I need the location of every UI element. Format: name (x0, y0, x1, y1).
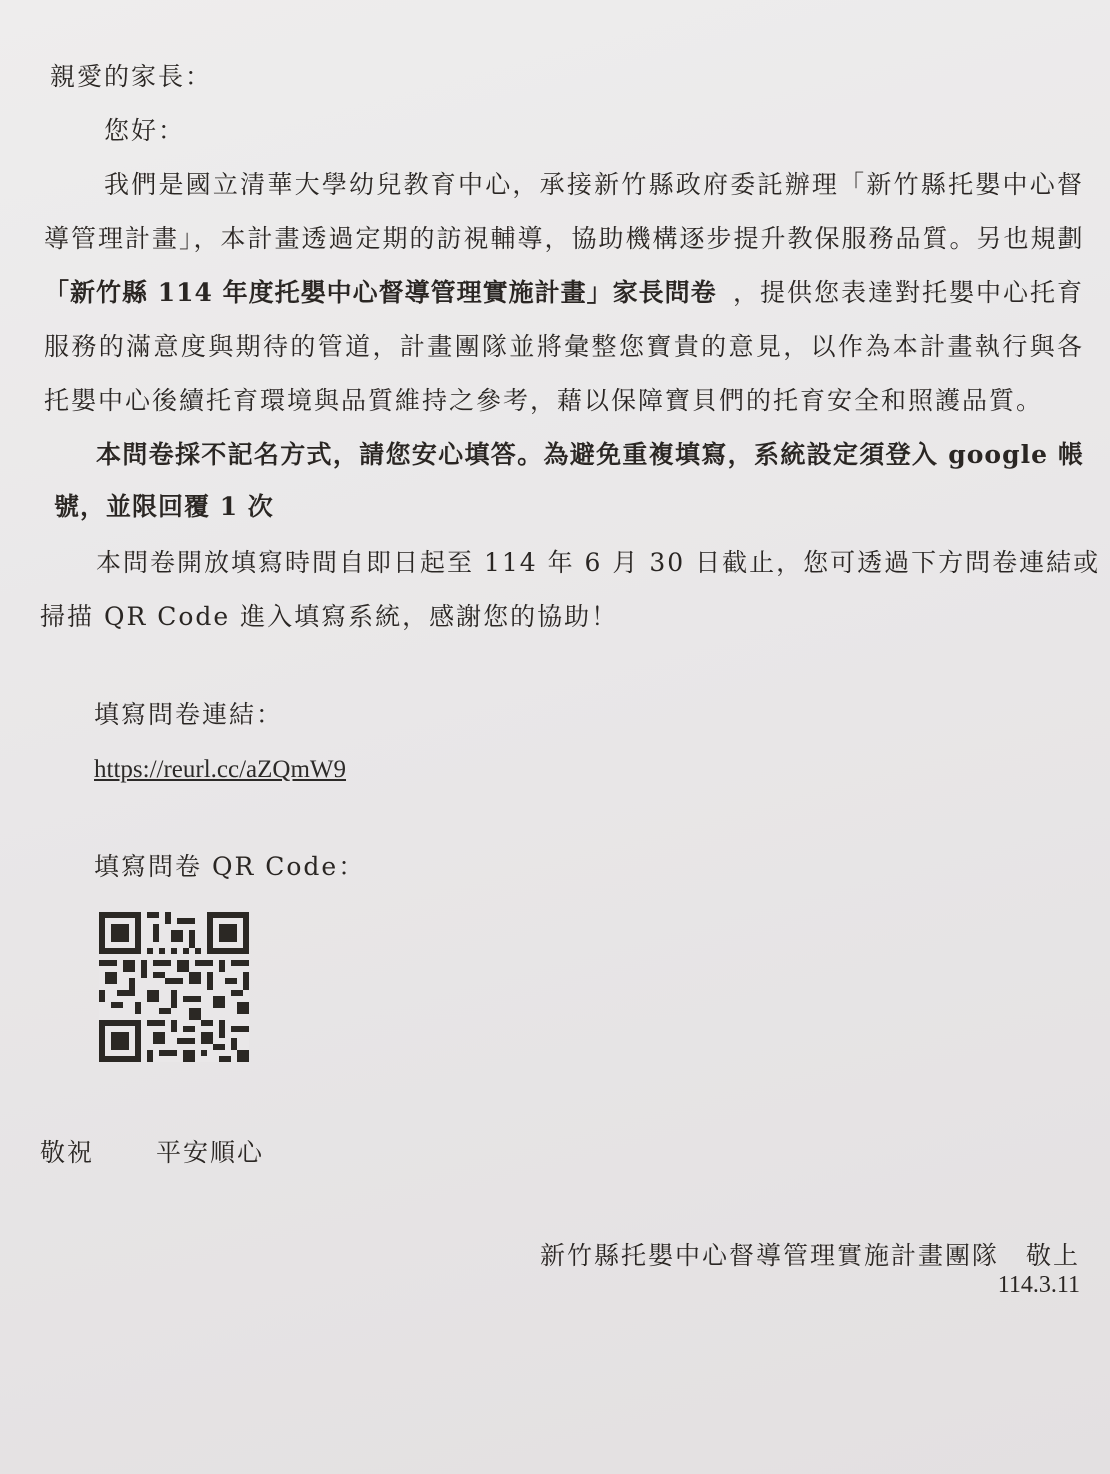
closing-1: 敬祝 (40, 1138, 95, 1167)
survey-link[interactable]: https://reurl.cc/aZQmW9 (94, 756, 347, 783)
para1-line1: 我們是國立清華大學幼兒教育中心，承接新竹縣政府委託辦理「新竹縣托嬰中心督 (104, 170, 1084, 199)
para3-line2: 掃描 QR Code 進入填寫系統，感謝您的協助！ (40, 602, 619, 631)
qr-code[interactable] (98, 912, 250, 1062)
para3-line1: 本問卷開放填寫時間自即日起至 114 年 6 月 30 日截止，您可透過下方問卷連結或 (96, 548, 1101, 577)
qr-label: 填寫問卷 QR Code： (94, 852, 366, 881)
closing-2: 平安順心 (155, 1138, 264, 1167)
letter-date: 114.3.11 (997, 1272, 1080, 1298)
para2-line1: 本問卷採不記名方式，請您安心填答。為避免重複填寫，系統設定須登入 google 帳 (96, 440, 1084, 469)
para1-line2: 導管理計畫」，本計畫透過定期的訪視輔導，協助機構逐步提升教保服務品質。另也規劃 (44, 224, 1085, 253)
para2-line2: 號，並限回覆 1 次 (54, 492, 274, 521)
para1-line3 (44, 276, 1084, 310)
greeting: 您好： (104, 116, 186, 145)
survey-title: 「新竹縣 114 年度托嬰中心督導管理實施計畫」家長問卷 (44, 278, 717, 307)
signature: 新竹縣托嬰中心督導管理實施計畫團隊 敬上 (539, 1241, 1080, 1270)
para1-line5: 托嬰中心後續托育環境與品質維持之參考，藉以保障寶貝們的托育安全和照護品質。 (44, 386, 1044, 415)
para1-line3-tail: ，提供您表達對托嬰中心托育 (732, 278, 1084, 307)
closing (40, 1136, 1080, 1170)
para1-line4: 服務的滿意度與期待的管道，計畫團隊並將彙整您寶貴的意見，以作為本計畫執行與各 (44, 332, 1084, 361)
salutation: 親愛的家長： (50, 62, 213, 91)
link-label: 填寫問卷連結： (94, 700, 284, 729)
